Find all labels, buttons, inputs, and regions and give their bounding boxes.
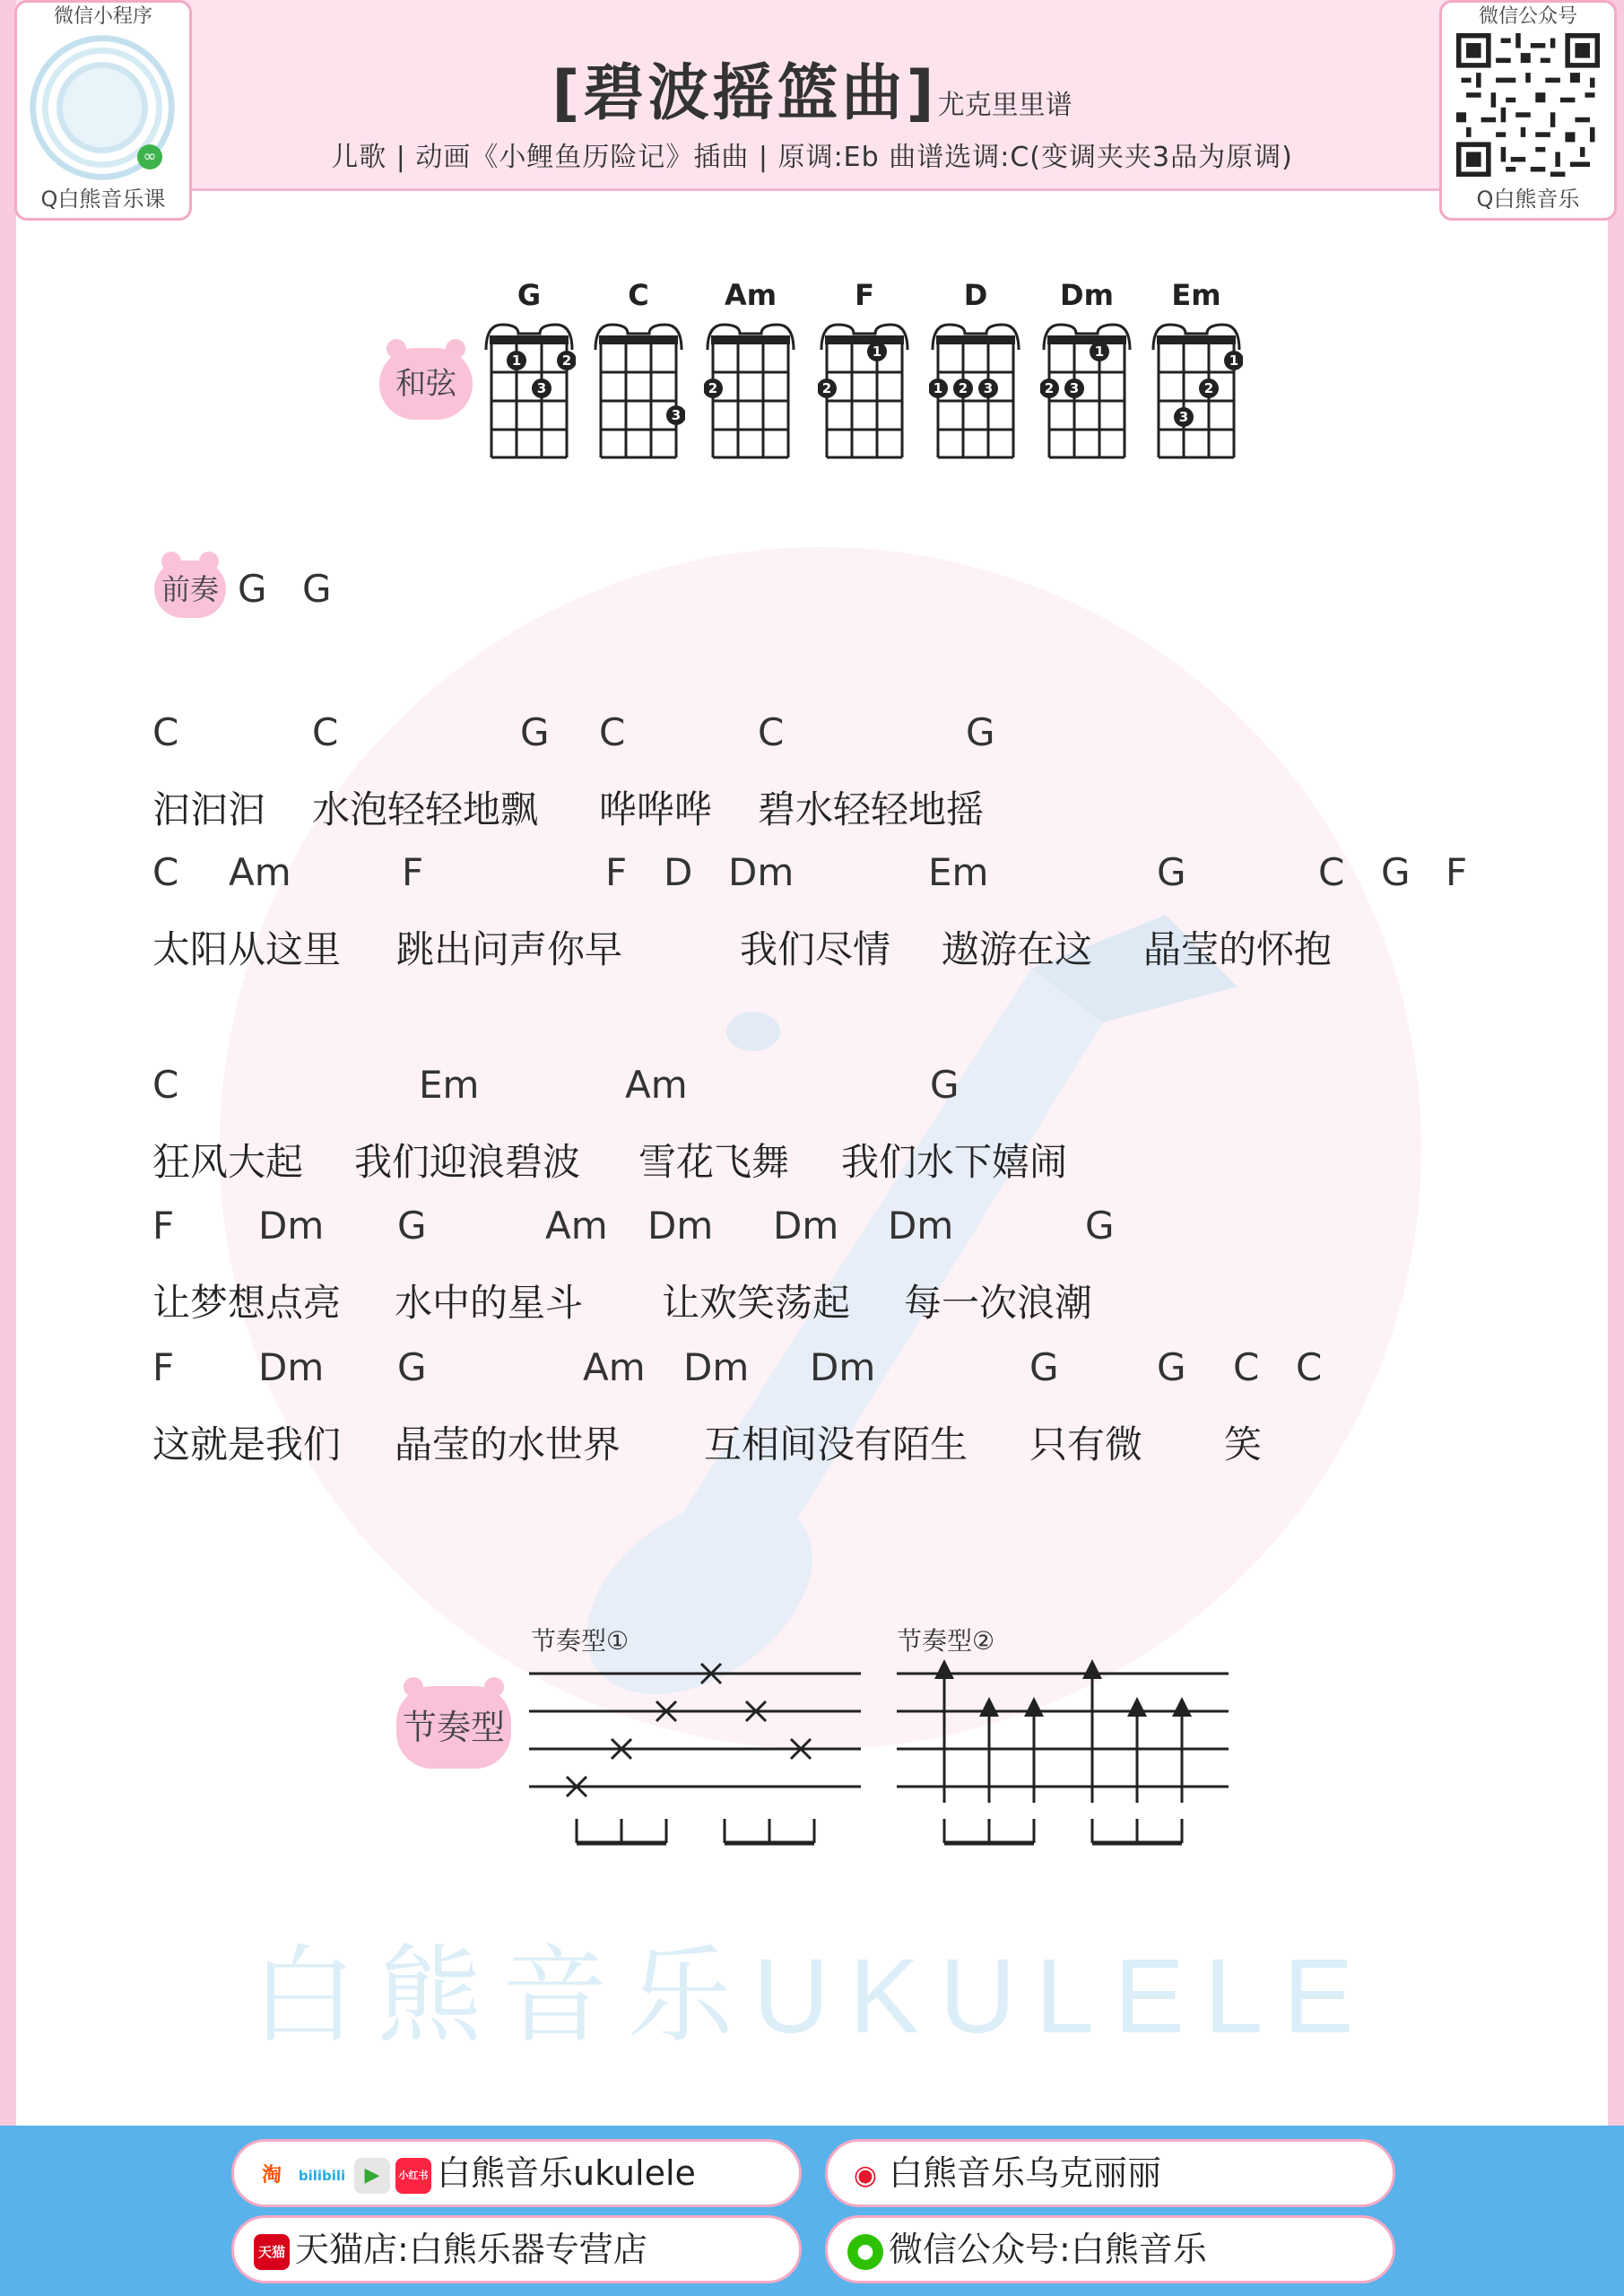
chord-name: C <box>628 278 649 312</box>
wechat-account-label: 微信公众号 <box>1478 5 1577 28</box>
verse2-chord-line-3 <box>0 1345 1624 1399</box>
lyric-phrase: 水中的星斗 <box>395 1281 584 1325</box>
intro-chords <box>0 567 1624 621</box>
chords-badge: 和弦 <box>379 348 473 420</box>
lyric-phrase: 我们迎浪碧波 <box>354 1140 581 1184</box>
verse2-chord-line-1 <box>0 1063 1624 1117</box>
svg-text:2: 2 <box>821 380 832 396</box>
lyric-phrase: 太阳从这里 <box>152 927 342 971</box>
chord-label: F <box>1446 850 1468 894</box>
svg-text:1: 1 <box>511 352 522 369</box>
svg-text:3: 3 <box>1178 409 1189 425</box>
chord-label: G <box>930 1063 960 1107</box>
chord-diagram-c <box>592 278 685 457</box>
chord-label: C <box>152 710 179 754</box>
lyric-phrase: 跳出问声你早 <box>396 927 623 971</box>
chord-diagram-em <box>1150 278 1243 457</box>
rhythm-pattern-2-diagram <box>897 1659 1238 1848</box>
social-links-label: 白熊音乐ukulele <box>437 2153 696 2193</box>
chord-label: G <box>302 567 332 611</box>
intro-badge: 前奏 <box>154 561 226 618</box>
taobao-icon: 淘 <box>261 2163 282 2187</box>
chord-name: Am <box>724 278 777 312</box>
lyric-phrase: 水泡轻轻地飘 <box>312 787 539 831</box>
chord-diagram-f <box>818 278 911 457</box>
chord-label: G <box>397 1345 427 1389</box>
rhythm-badge: 节奏型 <box>396 1686 511 1769</box>
xiaohongshu-icon: 小红书 <box>395 2158 431 2194</box>
weibo-pill[interactable] <box>825 2139 1395 2207</box>
svg-text:3: 3 <box>536 380 547 396</box>
chord-label: C <box>1318 850 1345 894</box>
chord-label: Dm <box>683 1345 750 1389</box>
lyric-phrase: 晶莹的水世界 <box>395 1422 621 1466</box>
lyric-phrase: 晶莹的怀抱 <box>1143 927 1333 971</box>
chord-diagram-d <box>929 278 1022 457</box>
mini-program-label: 微信小程序 <box>53 5 152 28</box>
lyric-phrase: 让欢笑荡起 <box>662 1281 851 1325</box>
chord-label: C <box>1296 1345 1323 1389</box>
chord-label: F <box>402 850 424 894</box>
svg-text:3: 3 <box>671 407 682 423</box>
chord-label: G <box>520 710 550 754</box>
chord-label: Dm <box>728 850 795 894</box>
wechat-icon: ● <box>847 2234 883 2270</box>
chord-label: G <box>397 1204 427 1248</box>
lyric-phrase: 互相间没有陌生 <box>704 1422 968 1466</box>
chord-grid-icon <box>704 314 797 462</box>
chord-label: G <box>1381 850 1411 894</box>
chord-grid-icon <box>482 314 576 462</box>
lyric-phrase: 我们水下嬉闹 <box>841 1140 1068 1184</box>
svg-text:2: 2 <box>561 352 572 369</box>
chord-label: G <box>1157 1345 1186 1389</box>
svg-text:1: 1 <box>1229 352 1239 369</box>
svg-text:3: 3 <box>983 380 994 396</box>
svg-text:2: 2 <box>708 380 718 396</box>
chord-label: Dm <box>647 1204 714 1248</box>
chord-label: G <box>1157 850 1186 894</box>
song-meta: 儿歌 | 动画《小鲤鱼历险记》插曲 | 原调:Eb 曲谱选调:C(变调夹夹3品为原调) <box>331 142 1293 173</box>
chord-grid-icon <box>1150 314 1243 462</box>
wechat-account-search-label: Q白熊音乐 <box>1476 187 1580 212</box>
chord-label: C <box>758 710 785 754</box>
chord-name: Em <box>1171 278 1221 312</box>
lyric-phrase: 笑 <box>1224 1422 1263 1466</box>
rhythm-pattern-1-diagram <box>529 1659 870 1848</box>
mini-program-badge-icon: ∞ <box>137 144 162 170</box>
chord-label: Am <box>625 1063 688 1107</box>
byline: 尤克里里谱 <box>937 90 1073 121</box>
chord-name: Dm <box>1060 278 1114 312</box>
lyric-phrase: 哗哗哗 <box>599 787 713 831</box>
wechat-label: 微信公众号:白熊音乐 <box>889 2230 1207 2269</box>
song-title: [碧波摇篮曲] <box>551 58 938 129</box>
chord-label: C <box>312 710 339 754</box>
rhythm-pattern-2-label: 节奏型② <box>897 1626 995 1656</box>
verse2-chord-line-2 <box>0 1204 1624 1257</box>
verse1-chord-line-1 <box>0 710 1624 764</box>
chord-grid-icon <box>1040 314 1133 462</box>
svg-text:1: 1 <box>933 380 943 396</box>
chord-label: Dm <box>258 1204 325 1248</box>
chord-name: F <box>855 278 874 312</box>
verse1-lyric-line-1 <box>0 780 1624 834</box>
chord-grid-icon <box>929 314 1022 462</box>
lyric-phrase: 碧水轻轻地摇 <box>758 787 985 831</box>
chord-label: F <box>605 850 628 894</box>
chord-label: Am <box>583 1345 646 1389</box>
chord-diagram-dm <box>1040 278 1133 457</box>
lyric-phrase: 雪花飞舞 <box>638 1140 790 1184</box>
chord-label: C <box>152 850 179 894</box>
svg-text:2: 2 <box>958 380 968 396</box>
chord-label: G <box>238 567 267 611</box>
tmall-pill[interactable] <box>231 2215 802 2283</box>
chord-label: Em <box>419 1063 480 1107</box>
tmall-label: 天猫店:白熊乐器专营店 <box>295 2230 647 2269</box>
chord-label: Dm <box>888 1204 954 1248</box>
play-icon: ▶ <box>354 2158 390 2194</box>
lyric-phrase: 我们尽情 <box>740 927 891 971</box>
chord-diagram-am <box>704 278 797 457</box>
lyric-phrase: 只有微 <box>1029 1422 1143 1466</box>
svg-text:2: 2 <box>1044 380 1055 396</box>
chord-label: Am <box>545 1204 608 1248</box>
rhythm-pattern-1-label: 节奏型① <box>531 1626 630 1656</box>
verse2-lyric-line-3 <box>0 1415 1624 1469</box>
chord-label: Dm <box>773 1204 839 1248</box>
mini-program-search-label: Q白熊音乐课 <box>40 187 166 212</box>
chord-label: F <box>152 1345 175 1389</box>
chord-label: G <box>1029 1345 1059 1389</box>
chord-name: D <box>963 278 988 312</box>
chord-grid-icon <box>818 314 911 462</box>
brand-watermark: 白熊音乐UKULELE <box>250 1937 1374 2056</box>
tmall-icon: 天猫 <box>254 2234 290 2270</box>
lyric-phrase: 汩汩汩 <box>152 787 266 831</box>
lyric-phrase: 每一次浪潮 <box>904 1281 1093 1325</box>
chord-label: C <box>599 710 626 754</box>
svg-text:1: 1 <box>872 344 882 360</box>
chord-label: Em <box>928 850 989 894</box>
chord-label: D <box>664 850 693 894</box>
chord-label: Dm <box>810 1345 876 1389</box>
chord-label: Am <box>229 850 291 894</box>
verse2-lyric-line-1 <box>0 1133 1624 1187</box>
bilibili-icon: bilibili <box>298 2167 346 2184</box>
chord-label: G <box>966 710 995 754</box>
svg-text:1: 1 <box>1094 344 1105 360</box>
svg-text:3: 3 <box>1069 380 1080 396</box>
svg-text:2: 2 <box>1203 380 1214 396</box>
chord-grid-icon <box>592 314 685 462</box>
wechat-pill[interactable] <box>825 2215 1395 2283</box>
chord-label: Dm <box>258 1345 325 1389</box>
weibo-icon: ◉ <box>853 2159 878 2191</box>
chord-label: G <box>1085 1204 1115 1248</box>
lyric-phrase: 遨游在这 <box>942 927 1093 971</box>
social-links-pill[interactable] <box>231 2139 802 2207</box>
verse2-lyric-line-2 <box>0 1274 1624 1327</box>
chord-label: F <box>152 1204 175 1248</box>
chord-label: C <box>1233 1345 1260 1389</box>
verse1-lyric-line-2 <box>0 920 1624 974</box>
chord-name: G <box>517 278 542 312</box>
chord-label: C <box>152 1063 179 1107</box>
weibo-label: 白熊音乐乌克丽丽 <box>889 2153 1162 2193</box>
chord-diagram-g <box>482 278 576 457</box>
lyric-phrase: 让梦想点亮 <box>152 1281 342 1325</box>
lyric-phrase: 狂风大起 <box>152 1140 304 1184</box>
lyric-phrase: 这就是我们 <box>152 1422 342 1466</box>
verse1-chord-line-2 <box>0 850 1624 904</box>
